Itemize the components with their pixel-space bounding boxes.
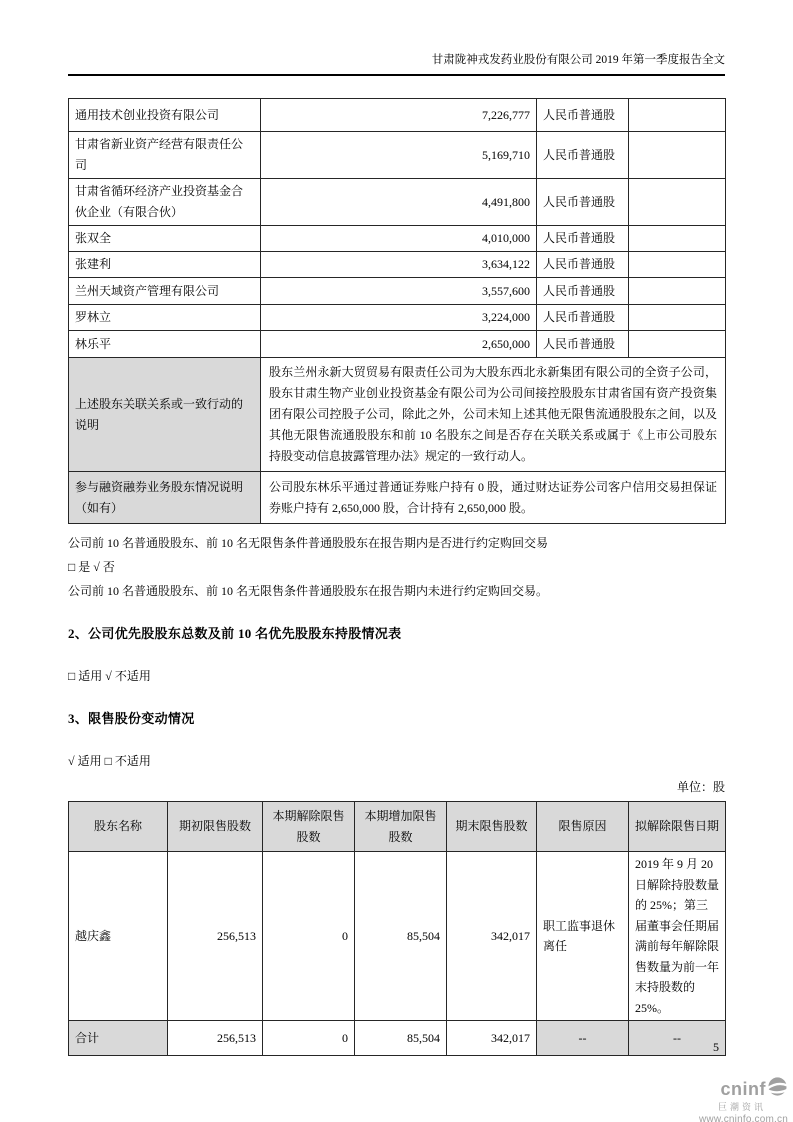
restriction-reason: 职工监事退休离任 <box>537 852 629 1021</box>
initial-restricted-shares: 256,513 <box>168 852 263 1021</box>
relation-note-label: 上述股东关联关系或一致行动的说明 <box>69 358 261 472</box>
cninfo-logo <box>699 1076 788 1122</box>
empty-cell <box>629 99 726 132</box>
document-header <box>68 0 725 76</box>
shareholder-shares: 4,010,000 <box>261 226 537 252</box>
shareholder-shares: 3,224,000 <box>261 305 537 331</box>
restricted-header-row <box>69 802 726 852</box>
shareholder-name: 兰州天域资产管理有限公司 <box>69 278 261 305</box>
ending-restricted-shares: 342,017 <box>447 852 537 1021</box>
unit-label: 单位：股 <box>676 780 725 794</box>
shareholder-name: 通用技术创业投资有限公司 <box>69 99 261 132</box>
table-row <box>69 331 726 358</box>
empty-cell <box>629 179 726 226</box>
empty-cell <box>629 305 726 331</box>
margin-note-label: 参与融资融券业务股东情况说明（如有） <box>69 472 261 524</box>
cninfo-logo-url: www.cninfo.com.cn <box>699 1114 788 1122</box>
shareholder-shares: 5,169,710 <box>261 132 537 179</box>
cninfo-logo-top <box>699 1076 788 1101</box>
restricted-total-row <box>69 1021 726 1056</box>
empty-cell <box>629 252 726 278</box>
relation-note-row <box>69 358 726 472</box>
restricted-data-row <box>69 852 726 1021</box>
section2-heading: 2、公司优先股股东总数及前 10 名优先股股东持股情况表 <box>68 626 402 641</box>
share-type: 人民币普通股 <box>537 252 629 278</box>
total-reason: -- <box>537 1021 629 1056</box>
margin-note-row <box>69 472 726 524</box>
total-label: 合计 <box>69 1021 168 1056</box>
table-row <box>69 99 726 132</box>
section3-applicable: √ 适用 □ 不适用 <box>68 754 151 768</box>
added-restricted-shares: 85,504 <box>355 852 447 1021</box>
table-row <box>69 179 726 226</box>
column-header: 期末限售股数 <box>447 802 537 852</box>
total-ending: 342,017 <box>447 1021 537 1056</box>
shareholder-shares: 4,491,800 <box>261 179 537 226</box>
cninfo-logo-text: cninf <box>720 1078 766 1099</box>
document-title: 甘肃陇神戎发药业股份有限公司 2019 年第一季度报告全文 <box>431 54 725 66</box>
total-initial: 256,513 <box>168 1021 263 1056</box>
release-date-plan: 2019 年 9 月 20 日解除持股数量的 25%；第三届董事会任期届满前每年解除限售数量为前一年末持股数的 25%。 <box>629 852 726 1021</box>
restricted-shares-table <box>68 801 726 1056</box>
column-header: 股东名称 <box>69 802 168 852</box>
table-row <box>69 305 726 331</box>
page-content <box>68 0 725 1056</box>
empty-cell <box>629 132 726 179</box>
share-type: 人民币普通股 <box>537 99 629 132</box>
total-released: 0 <box>263 1021 355 1056</box>
shareholder-name: 甘肃省新业资产经营有限责任公司 <box>69 132 261 179</box>
column-header: 限售原因 <box>537 802 629 852</box>
total-added: 85,504 <box>355 1021 447 1056</box>
column-header: 期初限售股数 <box>168 802 263 852</box>
share-type: 人民币普通股 <box>537 331 629 358</box>
table-row <box>69 252 726 278</box>
share-type: 人民币普通股 <box>537 226 629 252</box>
shareholder-name: 张建利 <box>69 252 261 278</box>
shareholder-shares: 2,650,000 <box>261 331 537 358</box>
table-row <box>69 278 726 305</box>
shareholder-name: 甘肃省循环经济产业投资基金合伙企业（有限合伙） <box>69 179 261 226</box>
column-header: 拟解除限售日期 <box>629 802 726 852</box>
repurchase-statement: 公司前 10 名普通股股东、前 10 名无限售条件普通股股东在报告期内未进行约定购回交易。 <box>68 584 549 598</box>
cninfo-swirl-icon <box>767 1076 788 1101</box>
table-row <box>69 132 726 179</box>
empty-cell <box>629 278 726 305</box>
shareholder-name: 林乐平 <box>69 331 261 358</box>
share-type: 人民币普通股 <box>537 179 629 226</box>
table-row <box>69 226 726 252</box>
section2-applicable: □ 适用 √ 不适用 <box>68 669 151 683</box>
repurchase-question: 公司前 10 名普通股股东、前 10 名无限售条件普通股股东在报告期内是否进行约定购回交易 <box>68 536 549 550</box>
shareholder-shares: 3,557,600 <box>261 278 537 305</box>
relation-note-content: 股东兰州永新大贸贸易有限责任公司为大股东西北永新集团有限公司的全资子公司，股东甘肃生物产业创业投资基金有限公司为公司间接控股股东甘肃省国有资产投资集团有限公司控股子公司，除此之外，公司未知上述其他无限售流通股股东之间，以及其他无限售流通股股东和前 10 名股东之间是否存在关联关系或属于《上市公司股东持股变动信息披露管理办法》规定的一致行动人。 <box>261 358 726 472</box>
page-number: 5 <box>713 1040 719 1054</box>
shareholder-shares: 3,634,122 <box>261 252 537 278</box>
cninfo-logo-name: 巨潮资讯 <box>717 1102 766 1112</box>
share-type: 人民币普通股 <box>537 305 629 331</box>
restricted-shareholder-name: 越庆鑫 <box>69 852 168 1021</box>
share-type: 人民币普通股 <box>537 132 629 179</box>
share-type: 人民币普通股 <box>537 278 629 305</box>
column-header: 本期增加限售股数 <box>355 802 447 852</box>
total-plan: -- <box>629 1021 726 1056</box>
shareholder-name: 罗林立 <box>69 305 261 331</box>
released-restricted-shares: 0 <box>263 852 355 1021</box>
shareholder-table <box>68 98 726 524</box>
shareholder-shares: 7,226,777 <box>261 99 537 132</box>
margin-note-content: 公司股东林乐平通过普通证券账户持有 0 股，通过财达证券公司客户信用交易担保证券账户持有 2,650,000 股，合计持有 2,650,000 股。 <box>261 472 726 524</box>
shareholder-name: 张双全 <box>69 226 261 252</box>
empty-cell <box>629 331 726 358</box>
section3-heading: 3、限售股份变动情况 <box>68 711 195 726</box>
column-header: 本期解除限售股数 <box>263 802 355 852</box>
empty-cell <box>629 226 726 252</box>
repurchase-choice: □ 是 √ 否 <box>68 560 115 574</box>
